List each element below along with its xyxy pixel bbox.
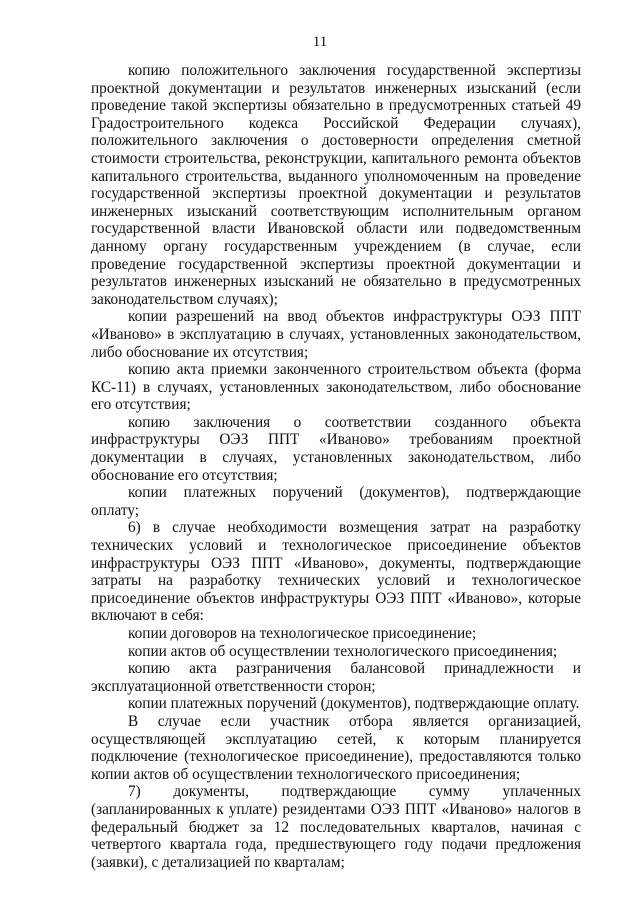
- paragraph-ks11-act: копию акта приемки законченного строительством объекта (форма КС-11) в случаях, установленных законодательством, либо обоснование его отсутствия;: [91, 361, 581, 414]
- paragraph-item-7: 7) документы, подтверждающие сумму уплаченных (запланированных к уплате) резидентами ОЭЗ ППТ «Иваново» налогов в федеральный бюджет за 12 последовательных кварталов, начиная с четвертого квартала года, предшествующего году подачи предложения (заявки), с детализацией по кварталам;: [91, 783, 581, 871]
- paragraph-commissioning-permits: копии разрешений на ввод объектов инфраструктуры ОЭЗ ППТ «Иваново» в эксплуатацию в случаях, установленных законодательством, либо обоснование их отсутствия;: [91, 308, 581, 361]
- paragraph-payment-orders-2: копии платежных поручений (документов), подтверждающие оплату.: [128, 695, 580, 713]
- paragraph-connection-acts: копии актов об осуществлении технологического присоединения;: [128, 642, 558, 660]
- paragraph-item-6: 6) в случае необходимости возмещения затрат на разработку технических условий и технологическое присоединение объектов инфраструктуры ОЭЗ ППТ «Иваново», документы, подтверждающие затраты на разработку технических условий и технологическое присоединение объектов инфраструктуры ОЭЗ ППТ «Иваново», которые включают в себя:: [91, 519, 581, 625]
- paragraph-balance-act: копию акта разграничения балансовой принадлежности и эксплуатационной ответственности сторон;: [91, 660, 581, 695]
- paragraph-expertise-conclusion: копию положительного заключения государственной экспертизы проектной документации и результатов инженерных изысканий (если проведение такой экспертизы обязательно в предусмотренных статьей 49 Градостроительного кодекса Российской Федерации случаях), положительного заключения о достоверности определения сметной стоимости строительства, реконструкции, капитального ремонта объектов капитального строительства, выданного уполномоченным на проведение государственной экспертизы проектной документации и результатов инженерных изысканий соответствующим исполнительным органом государственной власти Ивановской области или подведомственным данному органу государственным учреждением (в случае, если проведение государственной экспертизы проектной документации и результатов инженерных изысканий не обязательно в предусмотренных законодательством случаях);: [91, 62, 581, 308]
- page-number: 11: [312, 34, 328, 50]
- document-body: [91, 62, 581, 871]
- paragraph-network-operator: В случае если участник отбора является организацией, осуществляющей эксплуатацию сетей, к которым планируется подключение (технологическое присоединение), предоставляются только копии актов об осуществлении технологического присоединения;: [91, 712, 581, 783]
- paragraph-payment-orders: копии платежных поручений (документов), подтверждающие оплату;: [91, 484, 581, 519]
- paragraph-compliance-conclusion: копию заключения о соответствии созданного объекта инфраструктуры ОЭЗ ППТ «Иваново» требованиям проектной документации в случаях, установленных законодательством, либо обоснование его отсутствия;: [91, 413, 581, 484]
- paragraph-connection-contracts: копии договоров на технологическое присоединение;: [128, 625, 477, 642]
